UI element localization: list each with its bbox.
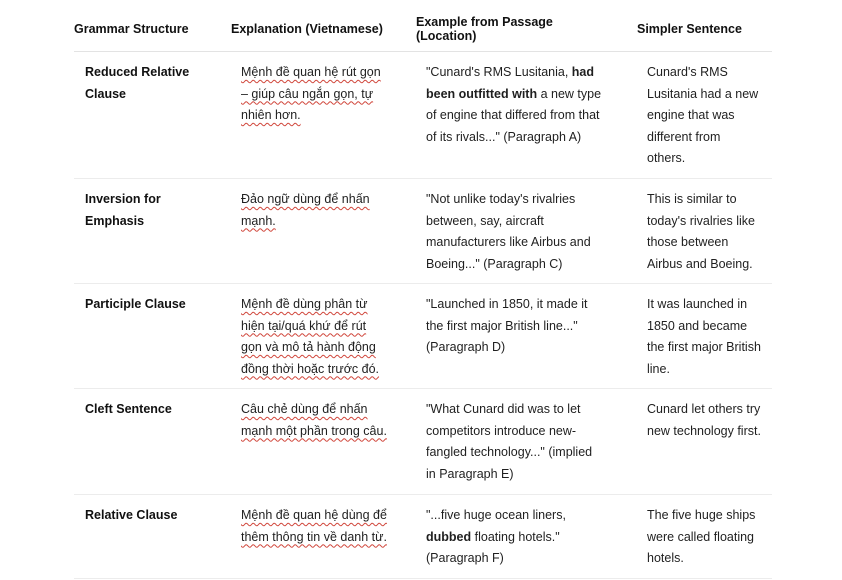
cell-structure: Relative Clause — [85, 508, 178, 522]
cell-example: "Launched in 1850, it made it the first major British line..." (Paragraph D) — [426, 297, 588, 354]
cell-explanation: Đảo ngữ dùng để nhấn mạnh. — [241, 192, 370, 228]
header-explanation: Explanation (Vietnamese) — [231, 22, 383, 36]
cell-example: "Cunard's RMS Lusitania, had been outfitted with a new type of engine that differed from that of its rivals..." (Paragraph A) — [426, 65, 602, 144]
cell-simpler: The five huge ships were called floating hotels. — [647, 508, 756, 565]
table-row — [74, 179, 772, 284]
cell-simpler: Cunard let others try new technology first. — [647, 402, 761, 438]
grammar-table — [74, 10, 772, 579]
table-header — [74, 10, 772, 52]
header-example — [416, 10, 637, 43]
header-structure: Grammar Structure — [74, 22, 189, 36]
cell-example: "What Cunard did was to let competitors introduce new- fangled technology..." (implied in Paragraph E) — [426, 402, 593, 481]
cell-structure: Cleft Sentence — [85, 402, 172, 416]
table-row — [74, 389, 772, 495]
table-row — [74, 495, 772, 579]
cell-explanation: Mệnh đề quan hệ rút gọn – giúp câu ngắn gọn, tự nhiên hơn. — [241, 65, 381, 122]
cell-structure: Reduced Relative Clause — [85, 65, 190, 101]
cell-structure: Participle Clause — [85, 297, 186, 311]
cell-explanation: Mệnh đề quan hệ dùng để thêm thông tin về danh từ. — [241, 508, 387, 544]
cell-structure: Inversion for Emphasis — [85, 192, 161, 228]
cell-explanation: Mệnh đề dùng phân từ hiện tại/quá khứ để rút gọn và mô tả hành động đồng thời hoặc trước đó. — [241, 297, 380, 376]
cell-simpler: This is similar to today's rivalries like those between Airbus and Boeing. — [647, 192, 755, 271]
header-example-line2: (Location) — [416, 29, 477, 43]
cell-example: "Not unlike today's rivalries between, say, aircraft manufacturers like Airbus and Boeing..." (Paragraph C) — [426, 192, 591, 271]
header-example-line1: Example from Passage — [416, 15, 553, 29]
cell-simpler: Cunard's RMS Lusitania had a new engine that was different from others. — [647, 65, 759, 165]
header-simpler: Simpler Sentence — [637, 22, 742, 36]
cell-simpler: It was launched in 1850 and became the first major British line. — [647, 297, 761, 376]
table-row — [74, 284, 772, 389]
table-row — [74, 52, 772, 179]
cell-example: "...five huge ocean liners, dubbed floating hotels." (Paragraph F) — [426, 508, 566, 565]
cell-explanation: Câu chẻ dùng để nhấn mạnh một phần trong câu. — [241, 402, 387, 438]
